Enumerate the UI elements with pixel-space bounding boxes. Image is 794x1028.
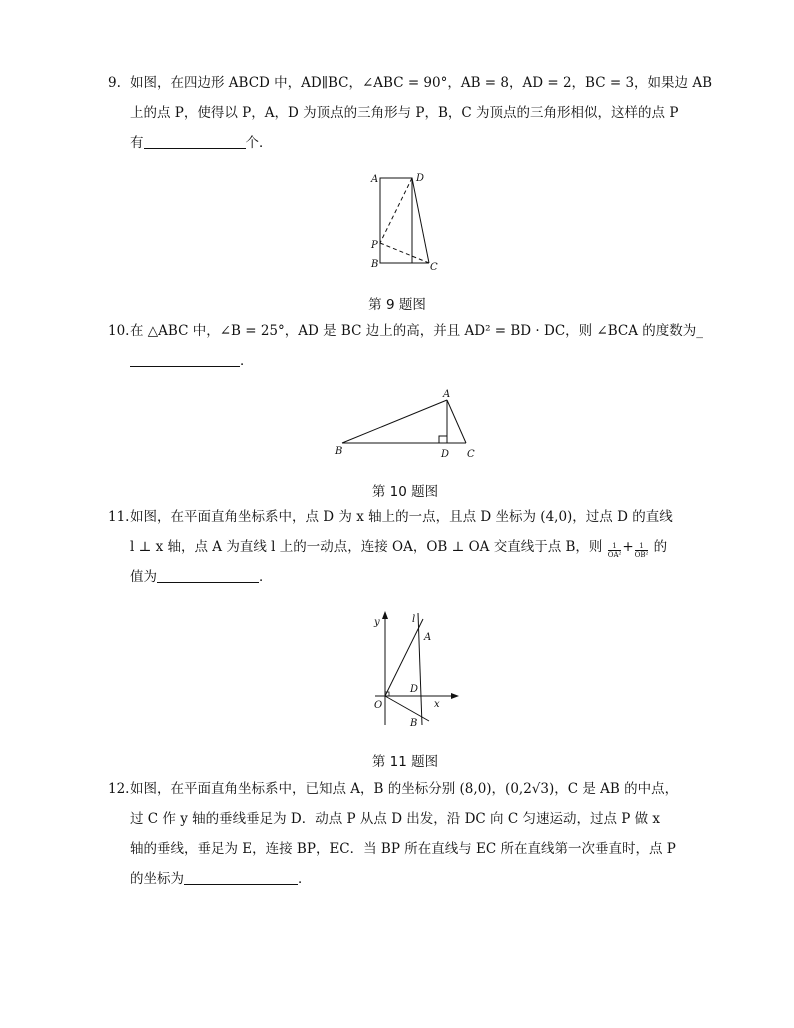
- q11-label-y: y: [374, 617, 380, 628]
- q10-text-1: 在 △ABC 中，∠B = 25°，AD 是 BC 边上的高，并且 AD² = BD · DC，则 ∠BCA 的度数为_: [130, 323, 704, 339]
- q12-line-4: [108, 864, 708, 894]
- q10-label-b: B: [335, 446, 343, 457]
- q11-text-2: l ⊥ x 轴，点 A 为直线 l 上的一动点，连接 OA，OB ⊥ OA 交直线于点 B，则: [130, 539, 603, 555]
- q12-line-3: 轴的垂线，垂足为 E，连接 BP，EC．当 BP 所在直线与 EC 所在直线第一次垂直时，点 P: [130, 841, 676, 857]
- q9-answer-blank[interactable]: [144, 134, 246, 149]
- q10-line-2: [108, 346, 708, 376]
- q9-dash-pd: [380, 178, 412, 243]
- q9-rect-ab: [380, 178, 412, 263]
- q11-segment-ob: [385, 696, 429, 721]
- q9-figure: [370, 170, 450, 275]
- q9-caption: 第 9 题图: [368, 297, 426, 313]
- q9-label-p: P: [371, 240, 378, 251]
- q11-answer-blank[interactable]: [157, 568, 259, 583]
- q11-label-d: D: [410, 684, 419, 695]
- q9-dash-pc: [380, 243, 429, 263]
- q11-line-1: [108, 502, 708, 532]
- q11-caption: 第 11 题图: [371, 754, 439, 770]
- q11-x-arrow: [451, 693, 459, 699]
- q10-number: 10.: [108, 323, 130, 339]
- q11-fraction-1: $\frac{1}{\text{OA²}}$: [607, 542, 622, 559]
- q10-text-2-end: ．: [240, 353, 254, 369]
- q11-line-2: [108, 532, 708, 562]
- q9-text-3: 有: [130, 135, 144, 151]
- q11-figure: [365, 605, 465, 730]
- q12-line-2: 过 C 作 y 轴的垂线垂足为 D．动点 P 从点 D 出发，沿 DC 向 C 匀速运动，过点 P 做 x: [130, 811, 661, 827]
- q9-text-3-end: 个．: [245, 135, 273, 151]
- q10-label-d: D: [441, 449, 450, 460]
- q9-text-1: 如图，在四边形 ABCD 中，AD∥BC，∠ABC = 90°，AB = 8，AD = 2，BC = 3，如果边 AB: [130, 75, 713, 91]
- q12-line-1: [108, 774, 708, 804]
- q12-text-1: 如图，在平面直角坐标系中，已知点 A，B 的坐标分别 (8,0)，(0,2√3)，C 是 AB 的中点，: [130, 781, 679, 797]
- q12-text-4-end: ．: [298, 871, 312, 887]
- q11-plus: +: [622, 539, 634, 555]
- q9-label-d: D: [416, 173, 425, 184]
- q11-text-1: 如图，在平面直角坐标系中，点 D 为 x 轴上的一点，且点 D 坐标为 (4,0)，过点 D 的直线: [130, 509, 673, 525]
- q12-answer-blank[interactable]: [184, 870, 298, 885]
- q11-text-3-end: ．: [259, 569, 273, 585]
- q10-figure: [330, 386, 480, 466]
- q11-text-3: 值为: [130, 569, 157, 585]
- q11-label-b: B: [410, 718, 418, 729]
- q11-line-l: [418, 613, 422, 725]
- q11-y-arrow: [382, 611, 388, 619]
- q11-fraction-2: $\frac{1}{\text{OB²}}$: [634, 542, 649, 559]
- q9-label-c: C: [430, 262, 438, 273]
- q11-number: 11.: [108, 509, 130, 525]
- q11-label-o: O: [374, 700, 383, 711]
- q9-side-dc: [412, 178, 429, 263]
- q11-label-a: A: [424, 632, 432, 643]
- q12-number: 12.: [108, 781, 130, 797]
- q10-label-c: C: [467, 449, 475, 460]
- q9-line-3: [108, 128, 708, 158]
- q9-label-b: B: [371, 259, 379, 270]
- question-12: [108, 774, 708, 894]
- q10-right-angle-mark: [439, 436, 447, 443]
- q11-label-x: x: [434, 699, 440, 710]
- question-10: [108, 316, 708, 376]
- q10-label-a: A: [443, 389, 451, 400]
- q10-side-ac: [447, 400, 466, 443]
- question-11: [108, 502, 708, 592]
- q10-line-1: [108, 316, 708, 346]
- q11-line-3: [108, 562, 708, 592]
- q10-caption: 第 10 题图: [371, 484, 439, 500]
- q12-text-4: 的坐标为: [130, 871, 184, 887]
- q9-line-2: 上的点 P，使得以 P，A，D 为顶点的三角形与 P，B，C 为顶点的三角形相似，这样的点 P: [130, 105, 679, 121]
- q11-label-l: l: [412, 614, 416, 625]
- q9-label-a: A: [371, 174, 379, 185]
- q9-number: 9.: [108, 75, 121, 91]
- q11-text-2-end: 的: [653, 539, 668, 555]
- q10-side-ab: [342, 400, 447, 443]
- q10-answer-blank[interactable]: [130, 352, 240, 367]
- question-9: [108, 68, 713, 158]
- q9-line-1: [108, 68, 713, 98]
